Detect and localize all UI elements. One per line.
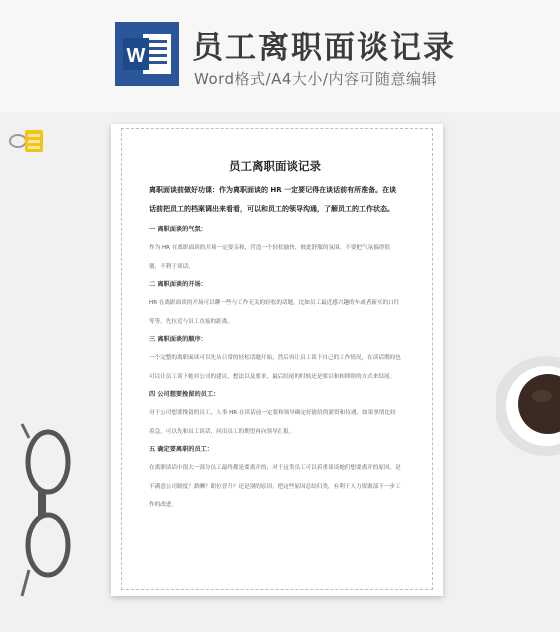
word-logo-letter: W bbox=[126, 45, 146, 67]
binder-clip-icon bbox=[8, 124, 48, 158]
word-icon bbox=[115, 22, 179, 86]
section-heading: 一 离职面谈的气氛： bbox=[149, 226, 207, 233]
section-body: 在离职谈话中很大一部分员工最终都是要离开的，对于这类员工可以着重谈谈她们想要离开的原因，是不满意公司制度？薪酬？职位晋升？还是别的原因，把这些原因总结归类，有利于人力资源部下一步工作的改进。 bbox=[149, 465, 401, 508]
page-subtitle: Word格式/A4大小/内容可随意编辑 bbox=[194, 70, 437, 88]
page-title: 员工离职面谈记录 bbox=[192, 30, 456, 66]
document-intro: 离职面谈前做好功课：作为离职面谈的 HR 一定要记得在谈话前有所准备。在谈话前把员工的档案调出来看看，可以和员工的领导沟通，了解员工的工作状态。 bbox=[149, 186, 397, 213]
eyeglasses-icon bbox=[14, 420, 74, 605]
coffee-cup-icon bbox=[496, 350, 560, 462]
section-heading: 五 确定要离职的员工： bbox=[149, 446, 214, 453]
section-heading: 二 离职面谈的开场： bbox=[149, 281, 207, 288]
header-banner bbox=[0, 0, 560, 112]
section-body: 作为 HR 在离职面谈的开场一定要亲和，营造一个轻松愉快，彼此舒服的氛围。不要把气氛搞得很僵，不利于谈话。 bbox=[149, 245, 390, 270]
section-heading: 三 离职面谈的顺序： bbox=[149, 336, 207, 343]
document-page bbox=[111, 124, 443, 596]
section-body: HR 在离职面谈的开场可以聊一些与工作无关的轻松的话题，比如员工最近感兴趣的车或者新买的口红等等，先拉近与员工直接的距离。 bbox=[149, 300, 400, 325]
section-body: 一个完整的离职面谈可以先从日常的轻松话题开始，然后再让员工谈下自己的工作情况，在谈话期间也可以让员工谈下她对公司的建议，想法以及要求，最后结尾的时候还是要以和和睦睦的方式来结尾。 bbox=[149, 355, 401, 380]
section-body: 对于公司想要挽留的员工，人事 HR 在谈话前一定要和领导确定好能给的薪资和待遇，如果事情比较着急，可以先和员工谈话，问出员工的期望再向领导汇报。 bbox=[149, 410, 396, 435]
document-content bbox=[149, 158, 401, 515]
document-title: 员工离职面谈记录 bbox=[229, 159, 321, 173]
section-heading: 四 公司想要挽留的员工： bbox=[149, 391, 220, 398]
